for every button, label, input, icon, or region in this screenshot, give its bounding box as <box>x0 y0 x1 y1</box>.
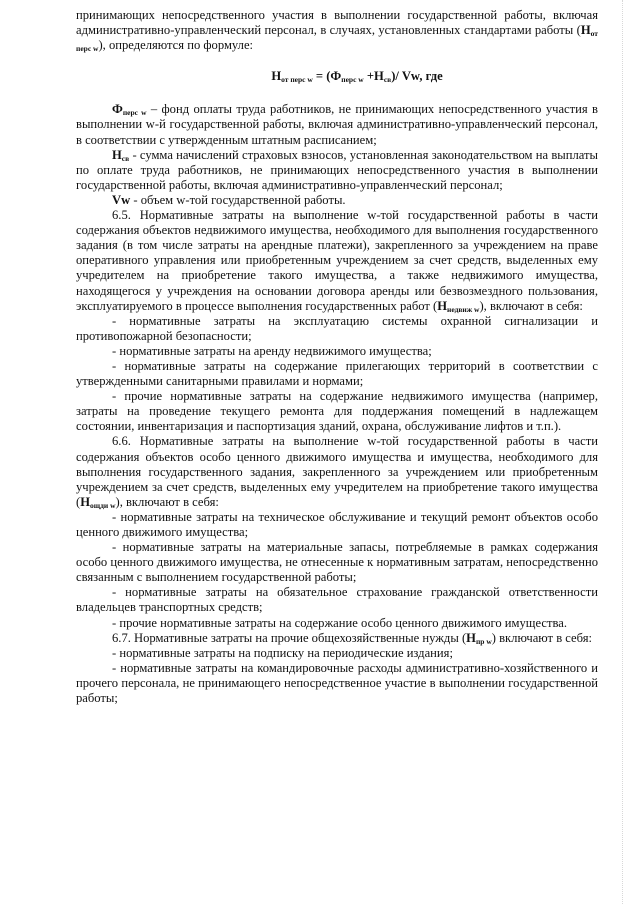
paragraph-6-5: 6.5. Нормативные затраты на выполнение w-той государственной работы в части содержания объектов недвижимого имущества, необходимого для выполнения государственного задания (в том числе затраты на арендные платежи), закрепленного за учреждением на праве оперативного управления или приобретенным учреждением за счет средств, выделенных ему учредителем на приобретение такого имущества, а также недвижимого имущества, находящегося у учреждения на основании договора аренды или безвозмездного пользования, эксплуатируемого в процессе выполнения государственных работ $(Н_{недвиж w})$, включают в себя: <box>76 208 598 314</box>
list-item: - нормативные затраты на командировочные расходы административно-хозяйственного и прочего персонала, не принимающего непосредственное участие в выполнении государственной работы; <box>76 660 598 706</box>
definition-h: $Н_{св}$ - сумма начислений страховых взносов, установленная законодательством на выплаты по оплате труда работников, не принимающих непосредственного участия в выполнении государственной работы, включая административно-управленческий персонал; <box>76 147 598 192</box>
list-item: - нормативные затраты на подписку на периодические издания; <box>112 645 453 660</box>
paragraph-6-7: 6.7. Нормативные затраты на прочие общехозяйственные нужды $(Н_{пр w})$ включают в себя: <box>112 630 593 646</box>
paragraph-6-6: 6.6. Нормативные затраты на выполнение w-той государственной работы в части содержания объектов особо ценного движимого имущества и имущества, необходимого для выполнения государственного задания, закрепленного за учреждением или приобретенным учреждением за счет средств, выделенных ему учредителем на приобретение такого имущества $(Н_{ощди w})$, включают в себя: <box>76 434 598 510</box>
list-item: - нормативные затраты на техническое обслуживание и текущий ремонт объектов особо ценного движимого имущества; <box>76 509 598 539</box>
intro-paragraph: принимающих непосредственного участия в выполнении государственной работы, включая административно-управленческий персонал, в случаях, установленных стандартами работы $(Н_{от перс w})$, определяются по формуле: <box>76 8 598 54</box>
definition-v: Vw - объем w-той государственной работы. <box>112 192 346 207</box>
list-item: - нормативные затраты на эксплуатацию системы охранной сигнализации и противопожарной безопасности; <box>76 313 598 343</box>
list-item: - прочие нормативные затраты на содержание особо ценного движимого имущества. <box>112 615 568 630</box>
list-item: - прочие нормативные затраты на содержание недвижимого имущества (например, затраты на проведение текущего ремонта для поддержания помещений в надлежащем состоянии, инвентаризация и паспортизация зданий, охрана, обслуживание лифтов и т.п.). <box>76 389 598 434</box>
list-item: - нормативные затраты на содержание прилегающих территорий в соответствии с утвержденными санитарными правилами и нормами; <box>76 358 598 389</box>
document-body <box>76 8 598 706</box>
definition-f: $Ф_{перс w}$ – фонд оплаты труда работников, не принимающих непосредственного участия в выполнении w-й государственной работы, включая административно-управленческий персонал, в соответствии с утвержденным штатным расписанием; <box>76 102 598 147</box>
list-item: - нормативные затраты на материальные запасы, потребляемые в рамках содержания особо ценного движимого имущества, не отнесенные к нормативным затратам, непосредственно связанным с выполнением государственной работы; <box>76 540 598 585</box>
list-item: - нормативные затраты на обязательное страхование гражданской ответственности владельцев транспортных средств; <box>76 585 598 615</box>
list-item: - нормативные затраты на аренду недвижимого имущества; <box>112 343 432 358</box>
formula: $Н_{от перс w} = (Ф_{перс w} +Н_{св})/$ Vw, где <box>271 69 443 85</box>
scan-edge-line <box>622 0 624 904</box>
